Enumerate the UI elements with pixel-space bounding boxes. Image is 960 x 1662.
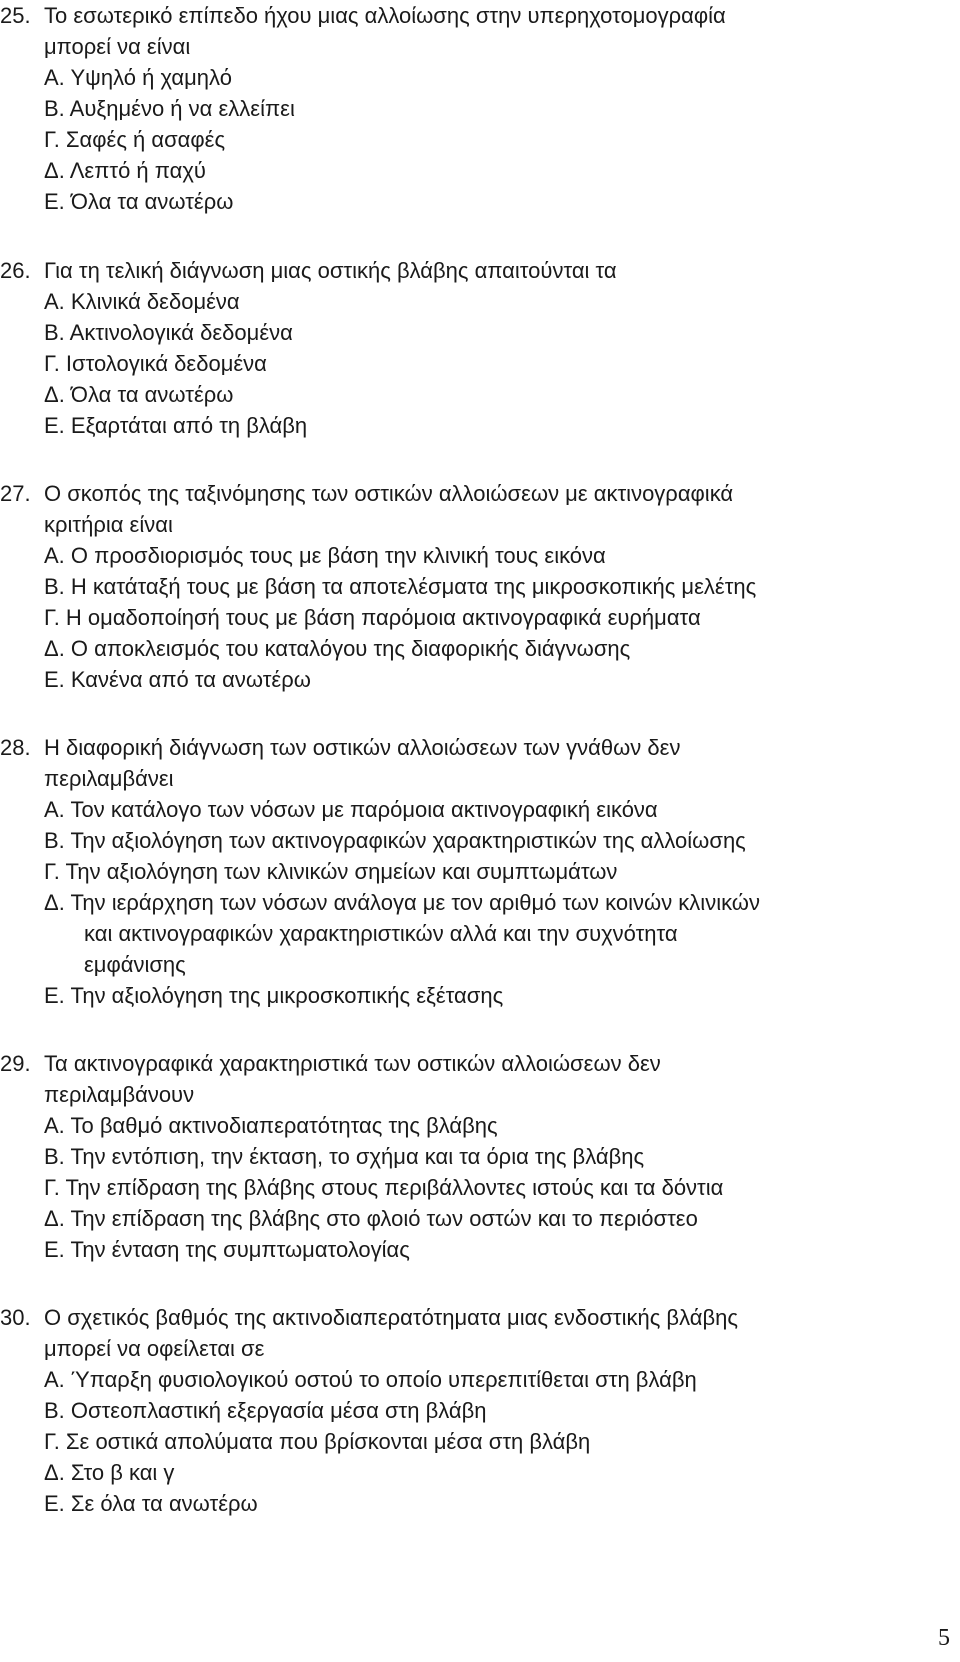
option-d: Δ. Στο β και γ — [44, 1460, 175, 1485]
page-number: 5 — [938, 1625, 950, 1651]
question-stem — [0, 0, 726, 31]
option-d: Δ. Λεπτό ή παχύ — [44, 158, 206, 183]
option-e: Ε. Κανένα από τα ανωτέρω — [44, 667, 311, 692]
option-e: Ε. Την ένταση της συμπτωματολογίας — [44, 1237, 410, 1262]
question-text: Το εσωτερικό επίπεδο ήχου μιας αλλοίωσης στην υπερηχοτομογραφία — [44, 3, 726, 28]
question-stem — [0, 1302, 738, 1333]
question-27 — [0, 478, 756, 695]
option-c: Γ. Η ομαδοποίησή τους με βάση παρόμοια ακτινογραφικά ευρήματα — [44, 605, 701, 630]
question-text-continued: περιλαμβάνει — [44, 766, 174, 791]
question-number: 27. — [0, 481, 31, 506]
question-text-continued: κριτήρια είναι — [44, 512, 173, 537]
question-text: Για τη τελική διάγνωση μιας οστικής βλάβης απαιτούνται τα — [44, 258, 617, 283]
question-number: 25. — [0, 3, 31, 28]
option-e: Ε. Όλα τα ανωτέρω — [44, 189, 234, 214]
option-c: Γ. Σε οστικά απολύματα που βρίσκονται μέσα στη βλάβη — [44, 1429, 591, 1454]
option-a: Α. Υψηλό ή χαμηλό — [44, 65, 232, 90]
question-25 — [0, 0, 726, 217]
option-e: Ε. Σε όλα τα ανωτέρω — [44, 1491, 258, 1516]
option-d: Δ. Την ιεράρχηση των νόσων ανάλογα με τον αριθμό των κοινών κλινικών — [44, 890, 760, 915]
option-b: Β. Την αξιολόγηση των ακτινογραφικών χαρακτηριστικών της αλλοίωσης — [44, 828, 746, 853]
option-b: Β. Οστεοπλαστική εξεργασία μέσα στη βλάβη — [44, 1398, 487, 1423]
option-b: Β. Η κατάταξή τους με βάση τα αποτελέσματα της μικροσκοπικής μελέτης — [44, 574, 757, 599]
question-number: 29. — [0, 1051, 31, 1076]
question-text: Τα ακτινογραφικά χαρακτηριστικά των οστικών αλλοιώσεων δεν — [44, 1051, 661, 1076]
question-number: 26. — [0, 258, 31, 283]
question-text-continued: μπορεί να είναι — [44, 34, 191, 59]
question-26 — [0, 255, 617, 441]
option-d: Δ. Ο αποκλεισμός του καταλόγου της διαφορικής διάγνωσης — [44, 636, 631, 661]
option-a: Α. Το βαθμό ακτινοδιαπερατότητας της βλάβης — [44, 1113, 498, 1138]
option-d-continued: εμφάνισης — [84, 952, 186, 977]
option-b: Β. Ακτινολογικά δεδομένα — [44, 320, 293, 345]
option-c: Γ. Ιστολογικά δεδομένα — [44, 351, 267, 376]
option-d: Δ. Όλα τα ανωτέρω — [44, 382, 234, 407]
question-30 — [0, 1302, 738, 1519]
question-text-continued: περιλαμβάνουν — [44, 1082, 195, 1107]
question-stem — [0, 255, 617, 286]
option-a: Α. Ο προσδιορισμός τους με βάση την κλινική τους εικόνα — [44, 543, 606, 568]
option-c: Γ. Την αξιολόγηση των κλινικών σημείων και συμπτωμάτων — [44, 859, 618, 884]
option-a: Α. Ύπαρξη φυσιολογικού οστού το οποίο υπερεπιτίθεται στη βλάβη — [44, 1367, 697, 1392]
question-stem — [0, 478, 756, 509]
question-text: Η διαφορική διάγνωση των οστικών αλλοιώσεων των γνάθων δεν — [44, 735, 681, 760]
option-a: Α. Τον κατάλογο των νόσων με παρόμοια ακτινογραφική εικόνα — [44, 797, 658, 822]
option-c: Γ. Την επίδραση της βλάβης στους περιβάλλοντες ιστούς και τα δόντια — [44, 1175, 724, 1200]
option-b: Β. Την εντόπιση, την έκταση, το σχήμα και τα όρια της βλάβης — [44, 1144, 645, 1169]
option-c: Γ. Σαφές ή ασαφές — [44, 127, 226, 152]
option-b: Β. Αυξημένο ή να ελλείπει — [44, 96, 295, 121]
option-e: Ε. Την αξιολόγηση της μικροσκοπικής εξέτασης — [44, 983, 504, 1008]
option-d-continued: και ακτινογραφικών χαρακτηριστικών αλλά και την συχνότητα — [84, 921, 678, 946]
question-number: 28. — [0, 735, 31, 760]
question-stem — [0, 732, 760, 763]
question-text: Ο σχετικός βαθμός της ακτινοδιαπερατότηματα μιας ενδοστικής βλάβης — [44, 1305, 738, 1330]
option-d: Δ. Την επίδραση της βλάβης στο φλοιό των οστών και το περιόστεο — [44, 1206, 698, 1231]
option-a: Α. Κλινικά δεδομένα — [44, 289, 240, 314]
question-text: Ο σκοπός της ταξινόμησης των οστικών αλλοιώσεων με ακτινογραφικά — [44, 481, 734, 506]
question-number: 30. — [0, 1305, 31, 1330]
question-stem — [0, 1048, 723, 1079]
question-text-continued: μπορεί να οφείλεται σε — [44, 1336, 265, 1361]
question-28 — [0, 732, 760, 1011]
option-e: Ε. Εξαρτάται από τη βλάβη — [44, 413, 308, 438]
question-29 — [0, 1048, 723, 1265]
